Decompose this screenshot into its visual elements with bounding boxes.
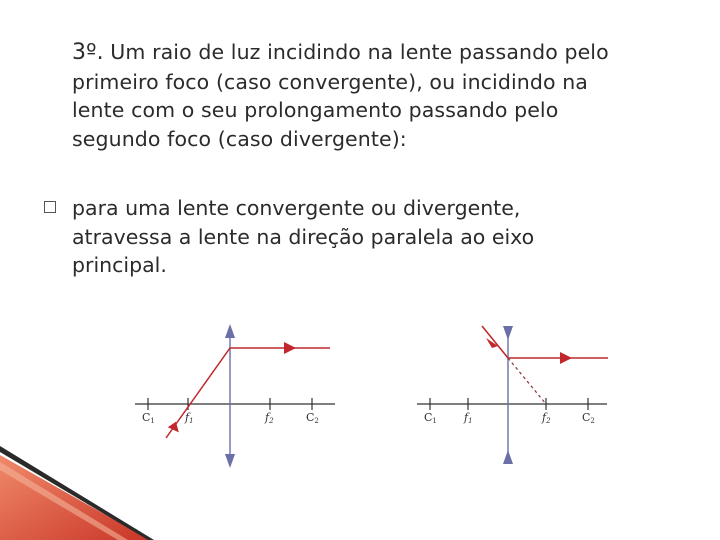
bullet-line-1: para uma lente convergente ou divergente, [72,196,521,220]
ray-extension-dashed [508,358,546,404]
rule-text [72,38,692,153]
bullet-text [72,194,632,280]
rule-number: 3º. [72,40,104,65]
lens-arrow-bottom-icon [503,450,513,464]
lens-arrow-top-icon [503,326,513,340]
label-f2: f2 [265,411,274,425]
label-f1: f1 [464,411,473,425]
diverging-lens-diagram [412,318,612,470]
incident-ray [482,326,508,358]
rule-line-2: primeiro foco (caso convergente), ou incidindo na [72,69,588,94]
rule-line-4: segundo foco (caso divergente): [72,126,407,151]
ray-arrow-refracted-icon [560,352,572,364]
lens-arrow-top-icon [225,324,235,338]
label-c1: C1 [424,411,437,425]
bullet-box-icon [44,201,56,213]
label-c2: C2 [306,411,319,425]
label-c2: C2 [582,411,595,425]
label-c1: C1 [142,411,155,425]
bullet-line-3: principal. [72,253,167,277]
bullet-line-2: atravessa a lente na direção paralela ao eixo [72,224,535,249]
converging-lens-diagram [130,318,340,470]
rule-line-3: lente com o seu prolongamento passando pelo [72,98,559,122]
ray-arrow-refracted-icon [284,342,296,354]
rule-line-1: Um raio de luz incidindo na lente passando pelo [110,40,609,64]
lens-arrow-bottom-icon [225,454,235,468]
label-f1: f1 [185,411,194,425]
label-f2: f2 [542,411,551,425]
